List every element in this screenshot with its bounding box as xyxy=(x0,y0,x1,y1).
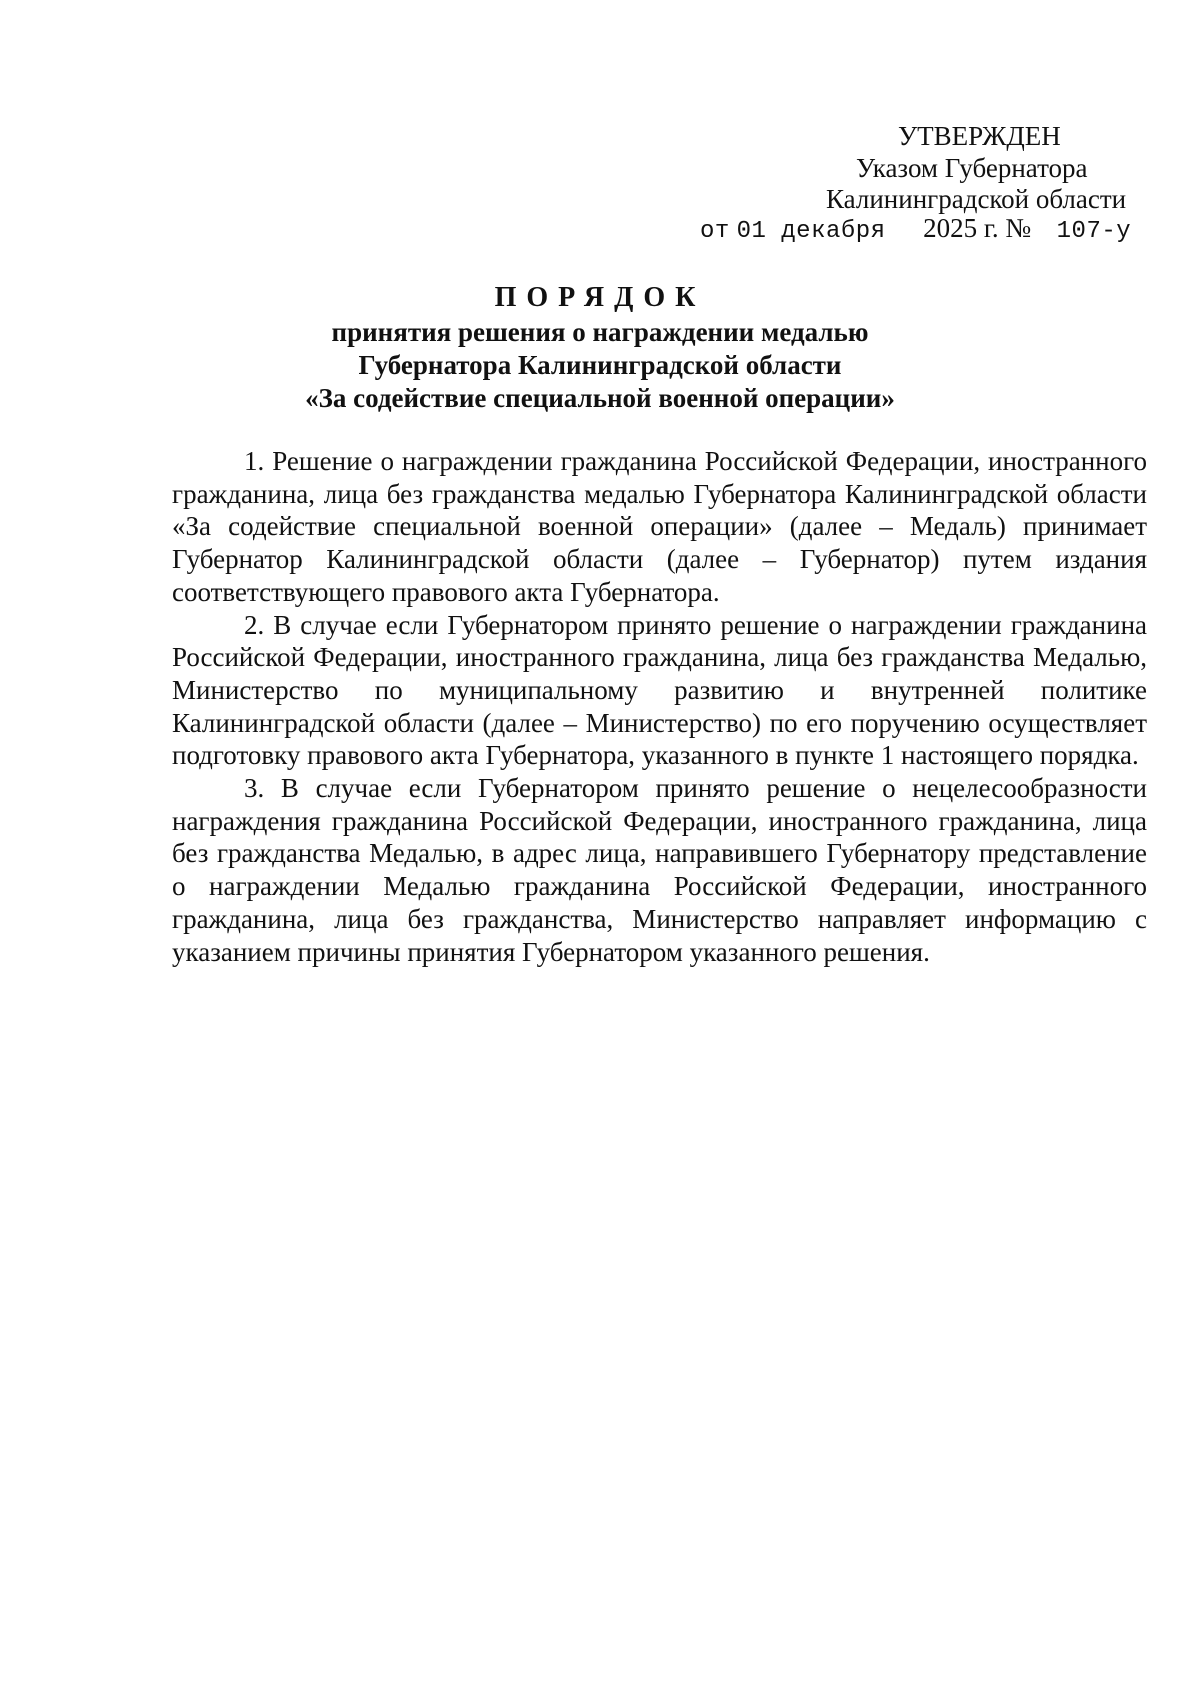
title-subtitle-3: «За содействие специальной военной операции» xyxy=(305,383,895,413)
approval-decree: Указом Губернатора xyxy=(856,153,1088,183)
approval-date-line xyxy=(700,212,1131,248)
approval-number: 107-у xyxy=(1056,218,1132,245)
title-subtitle-1: принятия решения о награждении медалью xyxy=(331,317,869,347)
approval-title: УТВЕРЖДЕН xyxy=(898,121,1061,151)
document-title xyxy=(150,280,1050,415)
approval-year: 2025 г. № xyxy=(923,213,1032,243)
title-main: ПОРЯДОК xyxy=(494,282,706,313)
paragraph-1: 1. Решение о награждении гражданина Российской Федерации, иностранного гражданина, лица без гражданства медалью Губернатора Калининградской области «За содействие специальной военной операции» (далее – Медаль) принимает Губернатор Калининградской области (далее – Губернатор) путем издания соответствующего правового акта Губернатора. xyxy=(172,446,1147,607)
paragraph-2: 2. В случае если Губернатором принято решение о награждении гражданина Российской Федерации, иностранного гражданина, лица без гражданства Медалью, Министерство по муниципальному развитию и внутренней политике Калининградской области (далее – Министерство) по его поручению осуществляет подготовку правового акта Губернатора, указанного в пункте 1 настоящего порядка. xyxy=(172,609,1147,771)
paragraph-3: 3. В случае если Губернатором принято решение о нецелесообразности награждения гражданина Российской Федерации, иностранного гражданина, лица без гражданства Медалью, в адрес лица, направившего Губернатору представление о награждении Медалью гражданина Российской Федерации, иностранного гражданина, лица без гражданства, Министерство направляет информацию с указанием причины принятия Губернатором указанного решения. xyxy=(172,773,1147,967)
approval-stamp xyxy=(0,112,1200,252)
approval-date-prefix: от xyxy=(700,218,730,245)
approval-date-value: 01 декабря xyxy=(736,218,886,245)
approval-region: Калининградской области xyxy=(826,184,1127,214)
document-body xyxy=(172,445,1147,968)
title-subtitle-2: Губернатора Калининградской области xyxy=(358,350,842,380)
